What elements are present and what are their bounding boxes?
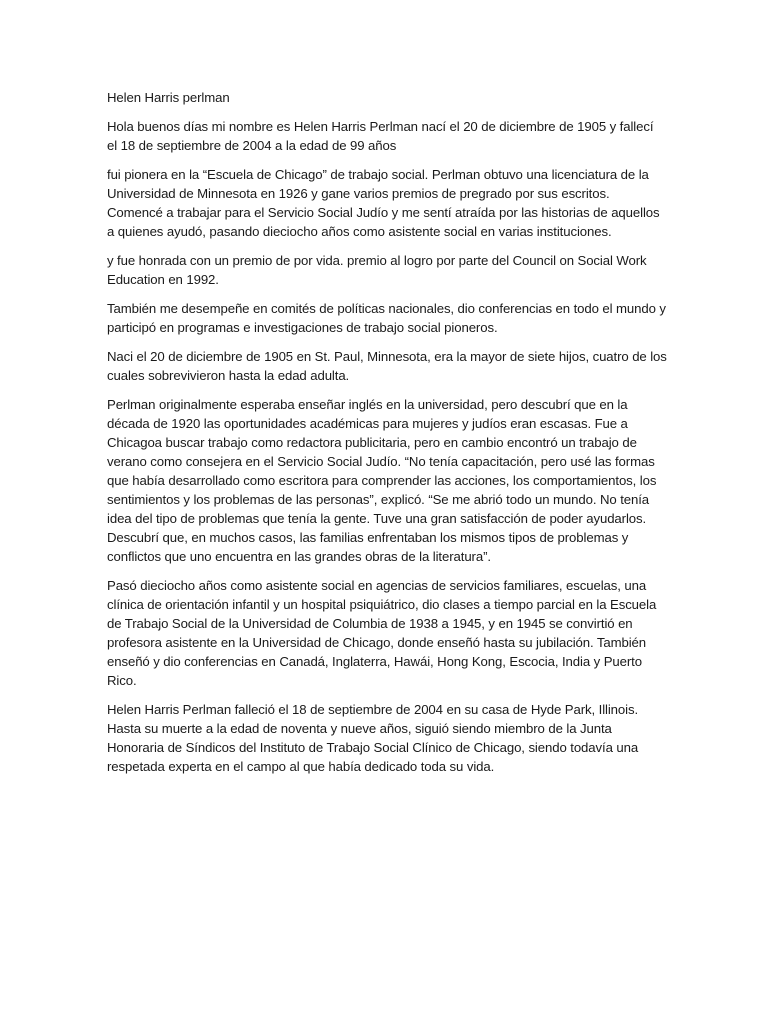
paragraph-pioneer: fui pionera en la “Escuela de Chicago” de trabajo social. Perlman obtuvo una licenciatura de la Universidad de Minnesota en 1926 y gane varios premios de pregrado por sus escritos. Comencé a trabajar para el Servicio Social Judío y me sentí atraída por las historias de aquellos a quienes ayudó, pasando dieciocho años como asistente social en varias instituciones. xyxy=(107,167,660,239)
paragraph-death: Helen Harris Perlman falleció el 18 de septiembre de 2004 en su casa de Hyde Park, Illinois. Hasta su muerte a la edad de noventa y nueve años, siguió siendo miembro de la Junta Honoraria de Síndicos del Instituto de Trabajo Social Clínico de Chicago, siendo todavía una respetada experta en el campo al que había dedicado toda su vida. xyxy=(107,702,639,774)
document-page xyxy=(107,88,667,786)
paragraph-intro: Hola buenos días mi nombre es Helen Harris Perlman nací el 20 de diciembre de 1905 y fallecí el 18 de septiembre de 2004 a la edad de 99 años xyxy=(107,119,654,153)
paragraph-award: y fue honrada con un premio de por vida. premio al logro por parte del Council on Social Work Education en 1992. xyxy=(107,253,647,287)
paragraph-early-career: Perlman originalmente esperaba enseñar inglés en la universidad, pero descubrí que en la década de 1920 las oportunidades académicas para mujeres y judíos eran escasas. Fue a Chicagoa buscar trabajo como redactora publicitaria, pero en cambio encontró un trabajo de verano como consejera en el Servicio Social Judío. “No tenía capacitación, pero usé las formas que había desarrollado como escritora para comprender las acciones, los comportamientos, los sentimientos y los problemas de las personas”, explicó. “Se me abrió todo un mundo. No tenía idea del tipo de problemas que tenía la gente. Tuve una gran satisfacción de poder ayudarlos. Descubrí que, en muchos casos, las familias enfrentaban los mismos tipos de problemas y conflictos que uno encuentra en las grandes obras de la literatura”. xyxy=(107,397,657,564)
paragraph-birth: Naci el 20 de diciembre de 1905 en St. Paul, Minnesota, era la mayor de siete hijos, cuatro de los cuales sobrevivieron hasta la edad adulta. xyxy=(107,349,667,383)
paragraph-teaching: Pasó dieciocho años como asistente social en agencias de servicios familiares, escuelas, una clínica de orientación infantil y un hospital psiquiátrico, dio clases a tiempo parcial en la Escuela de Trabajo Social de la Universidad de Columbia de 1938 a 1945, y en 1945 se convirtió en profesora asistente en la Universidad de Chicago, donde enseñó hasta su jubilación. También enseñó y dio conferencias en Canadá, Inglaterra, Hawái, Hong Kong, Escocia, India y Puerto Rico. xyxy=(107,578,657,688)
document-title: Helen Harris perlman xyxy=(107,90,230,105)
paragraph-committees: También me desempeñe en comités de políticas nacionales, dio conferencias en todo el mundo y participó en programas e investigaciones de trabajo social pioneros. xyxy=(107,301,666,335)
